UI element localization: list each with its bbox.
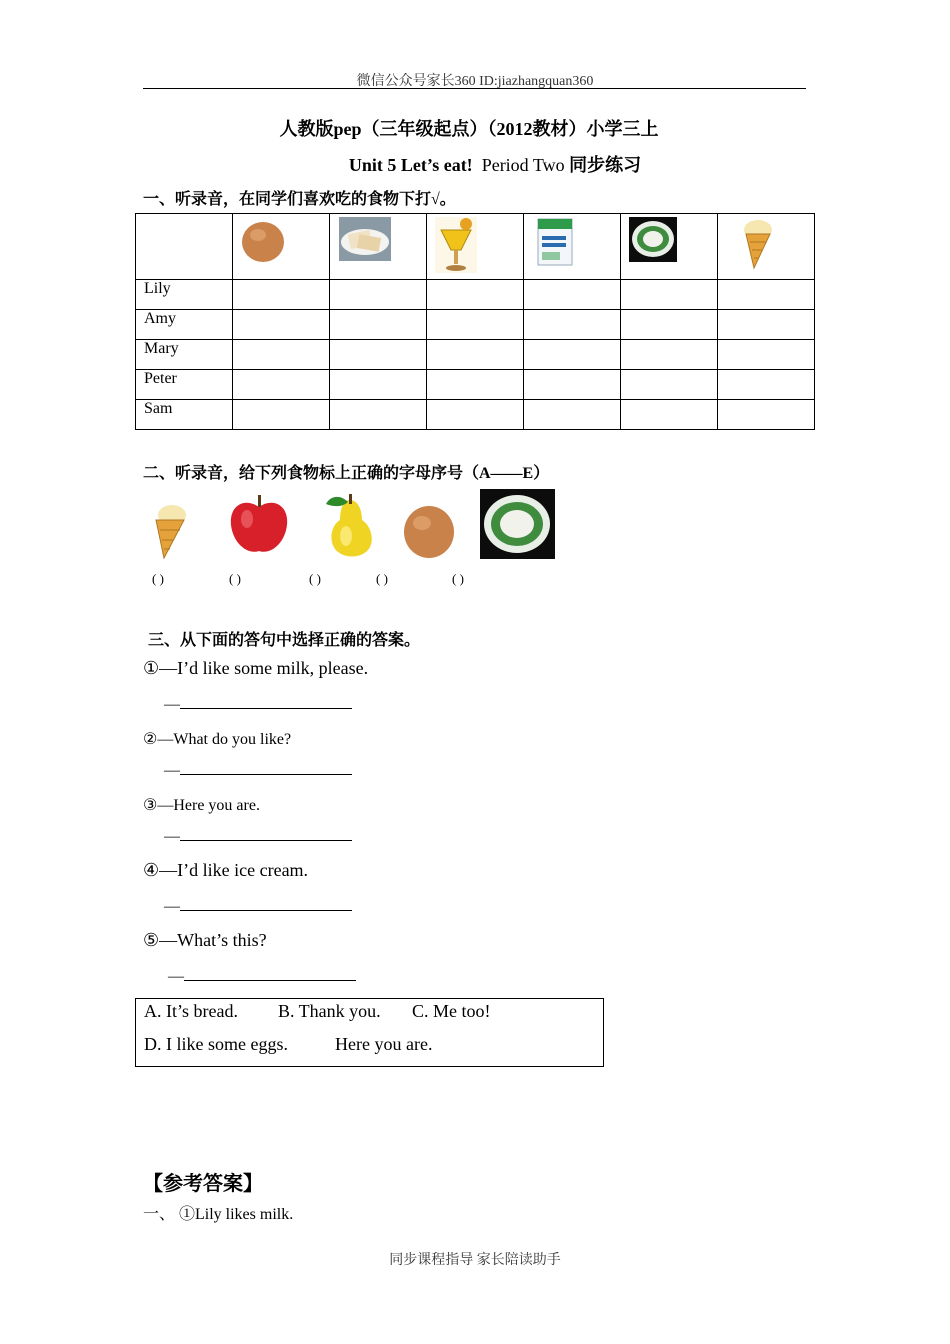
option-d: D. I like some eggs.	[144, 1034, 288, 1054]
answer-cell[interactable]	[524, 370, 621, 400]
answer-line-1[interactable]: —	[164, 694, 352, 714]
answer-cell[interactable]	[427, 370, 524, 400]
unit-title: Unit 5 Let’s eat!	[348, 155, 473, 175]
answer-cell[interactable]	[427, 340, 524, 370]
egg-icon	[403, 504, 457, 560]
answer-cell[interactable]	[330, 370, 427, 400]
answer-line-4[interactable]: —	[164, 896, 352, 916]
answer-cell[interactable]	[621, 370, 718, 400]
answer-paren[interactable]: ( )	[152, 571, 164, 586]
food-column-juice	[427, 214, 524, 280]
answer-cell[interactable]	[233, 370, 330, 400]
period-label: Period Two	[481, 155, 565, 175]
food-column-milk	[524, 214, 621, 280]
food-column-ice-cream	[718, 214, 815, 280]
answer-cell[interactable]	[524, 400, 621, 430]
student-name: Sam	[136, 400, 233, 430]
section2-heading: 二、听录音，给下列食物标上正确的字母序号（A——E）	[143, 465, 550, 482]
answer-cell[interactable]	[330, 310, 427, 340]
table-row	[136, 370, 815, 400]
pear-icon	[322, 492, 380, 560]
option-c: C. Me too!	[412, 1001, 491, 1021]
question-5: ⑤—What’s this?	[143, 930, 267, 950]
section3-heading: 三、从下面的答句中选择正确的答案。	[148, 632, 421, 649]
noodles-icon	[627, 216, 687, 276]
answer-key-line: 一、 ①Lily likes milk.	[143, 1206, 294, 1223]
answer-paren[interactable]: ( )	[376, 571, 388, 586]
answer-cell[interactable]	[718, 280, 815, 310]
answer-line-2[interactable]: —	[164, 760, 352, 780]
food-column-noodles	[621, 214, 718, 280]
options-box	[135, 998, 604, 1067]
answer-cell[interactable]	[330, 280, 427, 310]
answer-cell[interactable]	[524, 340, 621, 370]
apple-icon	[225, 493, 293, 559]
ice-cream-icon	[148, 502, 190, 560]
question-1: ①—I’d like some milk, please.	[143, 658, 369, 678]
answer-line-5[interactable]: —	[168, 966, 356, 986]
option-e: Here you are.	[335, 1034, 433, 1054]
food-column-egg	[233, 214, 330, 280]
answer-cell[interactable]	[621, 400, 718, 430]
answer-cell[interactable]	[233, 280, 330, 310]
answer-cell[interactable]	[427, 310, 524, 340]
answer-cell[interactable]	[718, 400, 815, 430]
answer-cell[interactable]	[330, 400, 427, 430]
option-b: B. Thank you.	[278, 1001, 381, 1021]
question-3: ③—Here you are.	[143, 797, 260, 814]
answer-paren[interactable]: ( )	[452, 571, 464, 586]
answer-cell[interactable]	[427, 280, 524, 310]
table-row	[136, 280, 815, 310]
answer-cell[interactable]	[524, 280, 621, 310]
answer-paren[interactable]: ( )	[309, 571, 321, 586]
food-header-row	[136, 214, 815, 280]
answer-line-3[interactable]: —	[164, 826, 352, 846]
student-name: Lily	[136, 280, 233, 310]
question-4: ④—I’d like ice cream.	[143, 860, 309, 880]
answer-cell[interactable]	[621, 280, 718, 310]
worksheet-subtitle	[0, 151, 950, 177]
answer-cell[interactable]	[233, 340, 330, 370]
answer-cell[interactable]	[233, 400, 330, 430]
table-row	[136, 310, 815, 340]
worksheet-title: 人教版pep（三年级起点）（2012教材）小学三上	[279, 119, 659, 139]
header-divider	[143, 88, 806, 89]
table-row	[136, 340, 815, 370]
answer-cell[interactable]	[718, 340, 815, 370]
preference-table	[135, 213, 815, 430]
answer-cell[interactable]	[718, 310, 815, 340]
milk-carton-icon	[530, 216, 590, 276]
answer-cell[interactable]	[621, 310, 718, 340]
page-header: 微信公众号家长360 ID:jiazhangquan360	[356, 74, 594, 89]
option-a: A. It’s bread.	[144, 1001, 238, 1021]
bread-icon	[336, 216, 396, 276]
answer-cell[interactable]	[427, 400, 524, 430]
page-footer: 同步课程指导 家长陪读助手	[389, 1253, 561, 1268]
student-name: Amy	[136, 310, 233, 340]
answer-paren[interactable]: ( )	[229, 571, 241, 586]
answer-cell[interactable]	[718, 370, 815, 400]
practice-label: 同步练习	[569, 155, 642, 175]
answer-cell[interactable]	[524, 310, 621, 340]
egg-icon	[239, 216, 299, 276]
juice-icon	[433, 216, 493, 276]
answers-heading: 【参考答案】	[143, 1173, 263, 1195]
student-name: Peter	[136, 370, 233, 400]
food-column-bread	[330, 214, 427, 280]
table-corner-cell	[136, 214, 233, 280]
ice-cream-icon	[724, 216, 784, 276]
answer-cell[interactable]	[621, 340, 718, 370]
answer-cell[interactable]	[330, 340, 427, 370]
section1-heading: 一、听录音，在同学们喜欢吃的食物下打√。	[143, 191, 456, 208]
student-name: Mary	[136, 340, 233, 370]
question-2: ②—What do you like?	[143, 731, 292, 748]
table-row	[136, 400, 815, 430]
answer-cell[interactable]	[233, 310, 330, 340]
noodles-icon	[480, 489, 555, 559]
